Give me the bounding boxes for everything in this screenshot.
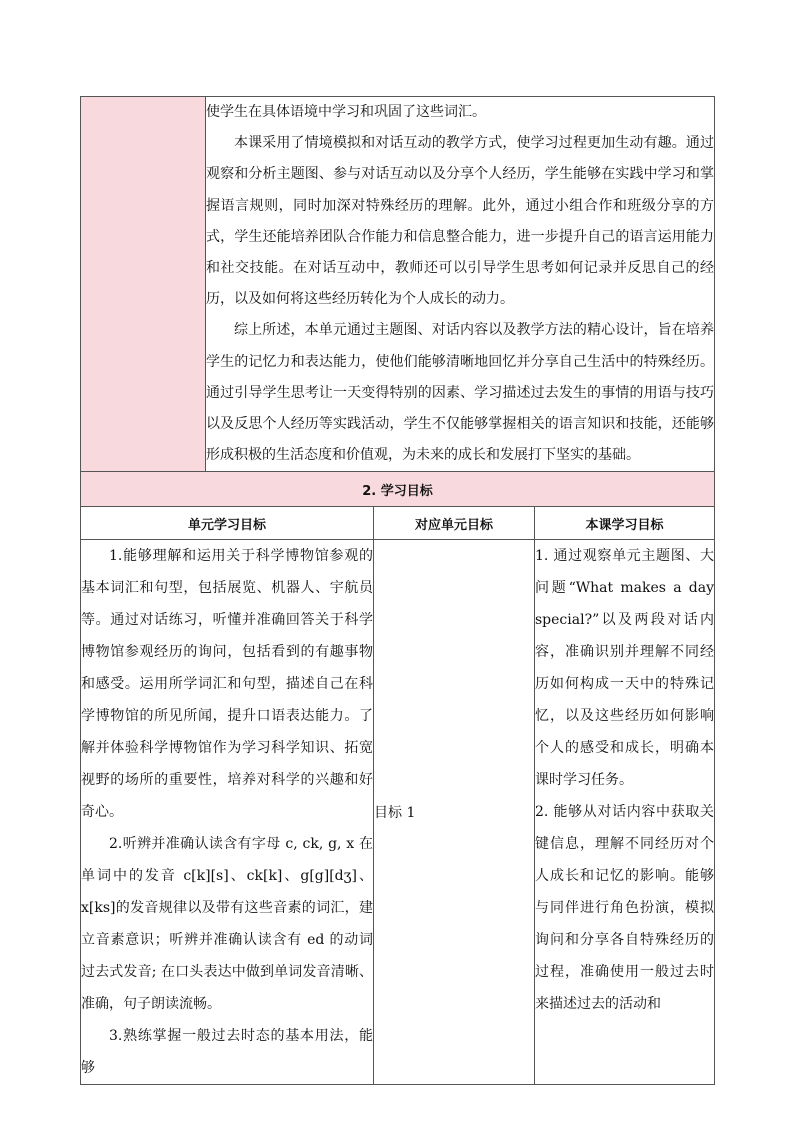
header-unit-goals: 单元学习目标 bbox=[81, 507, 374, 540]
unit-goal-3: 3.熟练掌握一般过去时态的基本用法，能够 bbox=[81, 1028, 373, 1077]
lesson-goal-2: 2. 能够从对话内容中获取关键信息，理解不同经历对个人成长和记忆的影响。能够与同伴进行角色扮演，模拟询问和分享各自特殊经历的过程，准确使用一般过去时来描述过去的活动和 bbox=[535, 804, 715, 1013]
unit-goal-2: 2.听辨并准确认读含有字母 c, ck, g, x 在单词中的发音 c[k][s]、ck[k]、g[g][dʒ]、x[ks]的发音规律以及带有这些音素的词汇，建立音素意识；听辨并准确认读含有 ed 的动词过去式发音; 在口头表达中做到单词发音清晰、准确，句子朗读流畅。 bbox=[81, 836, 373, 1013]
section-title-row bbox=[81, 472, 715, 507]
analysis-text-cell bbox=[206, 97, 715, 472]
header-row bbox=[81, 507, 715, 540]
lesson-goal-1: 1. 通过观察单元主题图、大问题“What makes a day special?”以及两段对话内容，准确识别并理解不同经历如何构成一天中的特殊记忆，以及这些经历如何影响个人的感受和成长，明确本课时学习任务。 bbox=[535, 548, 715, 789]
lesson-plan-table bbox=[80, 96, 715, 1085]
mapped-goal-cell bbox=[374, 540, 535, 1085]
analysis-paragraph-2: 本课采用了情境模拟和对话互动的教学方式，使学习过程更加生动有趣。通过观察和分析主题图、参与对话互动以及分享个人经历，学生能够在实践中学习和掌握语言规则，同时加深对特殊经历的理解。此外，通过小组合作和班级分享的方式，学生还能培养团队合作能力和信息整合能力，进一步提升自己的语言运用能力和社交技能。在对话互动中，教师还可以引导学生思考如何记录并反思自己的经历，以及如何将这些经历转化为个人成长的动力。 bbox=[206, 135, 715, 308]
analysis-row bbox=[81, 97, 715, 472]
header-mapped-goal: 对应单元目标 bbox=[374, 507, 535, 540]
analysis-paragraph-3: 综上所述，本单元通过主题图、对话内容以及教学方法的精心设计，旨在培养学生的记忆力和表达能力，使他们能够清晰地回忆并分享自己生活中的特殊经历。通过引导学生思考让一天变得特别的因素、学习描述过去发生的事情的用语与技巧以及反思个人经历等实践活动，学生不仅能够掌握相关的语言知识和技能，还能够形成积极的生活态度和价值观，为未来的成长和发展打下坚实的基础。 bbox=[206, 322, 715, 464]
unit-goals-cell bbox=[81, 540, 374, 1085]
unit-goal-1: 1.能够理解和运用关于科学博物馆参观的基本词汇和句型，包括展览、机器人、宇航员等。通过对话练习，听懂并准确回答关于科学博物馆参观经历的询问，包括看到的有趣事物和感受。运用所学词汇和句型，描述自己在科学博物馆的所见所闻，提升口语表达能力。了解并体验科学博物馆作为学习科学知识、拓宽视野的场所的重要性，培养对科学的兴趣和好奇心。 bbox=[81, 548, 373, 821]
header-lesson-goals: 本课学习目标 bbox=[535, 507, 715, 540]
mapped-goal: 目标 1 bbox=[374, 805, 416, 822]
lesson-goals-cell bbox=[535, 540, 715, 1085]
row-label-cell bbox=[81, 97, 206, 472]
goals-row bbox=[81, 540, 715, 1085]
section-title: 2. 学习目标 bbox=[81, 472, 715, 507]
analysis-paragraph-1: 使学生在具体语境中学习和巩固了这些词汇。 bbox=[206, 104, 486, 120]
